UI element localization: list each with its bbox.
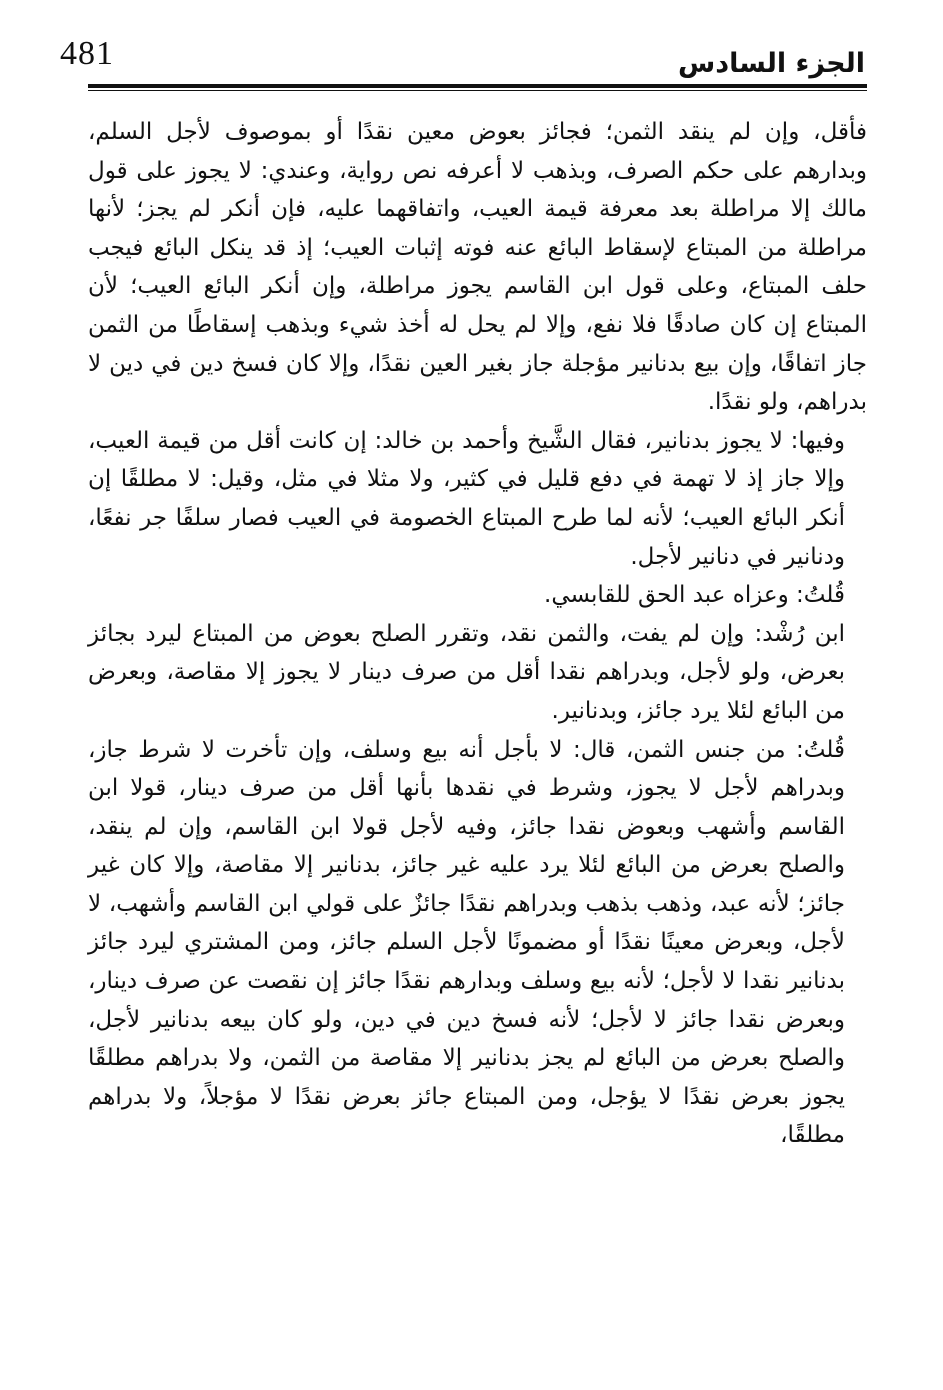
paragraph-qultu-commentary: قُلتُ: من جنس الثمن، قال: لا بأجل أنه بيع وسلف، وإن تأخرت لا شرط جاز، وبدراهم لأجل لا يجوز، وشرط في نقدها بأنها أقل من صرف دينار، قولا ابن القاسم وأشهب وبعوض نقدا جائز، وفيه لأجل قولا ابن القاسم، وإن لم ينقد، والصلح بعرض من البائع لئلا يرد عليه غير جائز، بدنانير إلا مقاصة، وإلا كان غير جائز؛ لأنه عبد، وذهب بذهب وبدراهم نقدًا جائزٌ على قولي ابن القاسم وأشهب، لا لأجل، وبعرض معينًا نقدًا أو مضمونًا لأجل السلم جائز، ومن المشتري ليرد جائز بدنانير نقدا لا لأجل؛ لأنه بيع وسلف وبدارهم نقدًا جائز إن نقصت عن صرف دينار، وبعرض نقدا جائز لا لأجل؛ لأنه فسخ دين في دين، ولو كان بيعه بدنانير لأجل، والصلح بعرض من البائع لم يجز بدنانير إلا مقاصة من الثمن، ولا بدراهم مطلقًا يجوز بعرض نقدًا لا يؤجل، ومن المبتاع جائز بعرض نقدًا لا مؤجلاً، ولا بدراهم مطلقًا، <box>88 736 845 1149</box>
paragraph-continuation: فأقل، وإن لم ينقد الثمن؛ فجائز بعوض معين نقدًا أو بموصوف لأجل السلم، وبدارهم على حكم الصرف، وبذهب لا أعرفه نص رواية، وعندي: لا يجوز على قول مالك إلا مراطلة بعد معرفة قيمة العيب، واتفاقهما عليه، فإن أنكر لم يجز؛ لأنها مراطلة من المبتاع لإسقاط البائع عنه فوته إثبات العيب؛ إذ قد ينكل البائع فيجب حلف المبتاع، وعلى قول ابن القاسم يجوز مراطلة، وإن أنكر البائع العيب؛ لأن المبتاع إن كان صادقًا فلا نفع، وإلا لم يحل له أخذ شيء وبذهب إسقاطًا من الثمن جاز اتفاقًا، وإن بيع بدنانير مؤجلة جاز بغير العين نقدًا، وإلا كان فسخ دين في دين لا بدراهم، ولو نقدًا. <box>88 119 867 416</box>
page-header <box>60 28 865 88</box>
running-title: الجزء السادس <box>678 48 865 79</box>
header-rule <box>88 84 867 88</box>
body-text <box>88 113 867 1155</box>
page-number: 481 <box>60 35 114 72</box>
paragraph-fiha: وفيها: لا يجوز بدنانير، فقال الشَّيخ وأحمد بن خالد: إن كانت أقل من قيمة العيب، وإلا جاز إذ لا تهمة في دفع قليل في كثير، ولا مثلا في مثل، وقيل: لا مطلقًا إن أنكر البائع العيب؛ لأنه لما طرح المبتاع الخصومة في العيب فصار سلفًا جر نفعًا، ودنانير في دنانير لأجل. <box>88 427 845 570</box>
paragraph-qultu-note: قُلتُ: وعزاه عبد الحق للقابسي. <box>544 582 845 609</box>
header-rule-thin <box>88 90 867 91</box>
paragraph-ibn-rushd: ابن رُشْد: وإن لم يفت، والثمن نقد، وتقرر الصلح بعوض من المبتاع ليرد بجائز بعرض، ولو لأجل، وبدراهم نقدا أقل من صرف دينار لا يجوز إلا مقاصة، وبعرض من البائع لئلا يرد جائز، وبدنانير. <box>88 620 845 724</box>
